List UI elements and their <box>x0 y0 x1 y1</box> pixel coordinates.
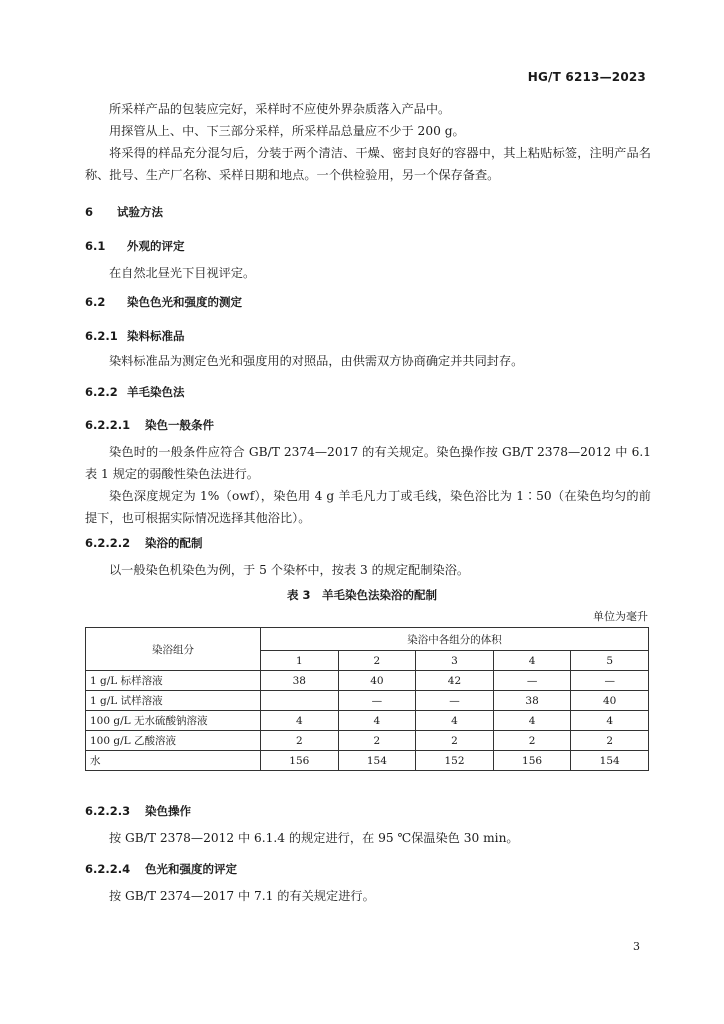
table-row <box>86 671 649 691</box>
table-cell: 40 <box>338 671 416 691</box>
section-6-1-text: 在自然北昼光下目视评定。 <box>109 266 256 280</box>
section-number: 6.2.2.2 <box>85 536 131 550</box>
bath-column-header: 1 <box>261 651 339 671</box>
table-cell: 2 <box>493 731 571 751</box>
table-cell: 40 <box>571 691 649 711</box>
section-6-2-2-2-heading <box>85 535 203 551</box>
section-title: 染色一般条件 <box>145 418 214 432</box>
component-label: 1 g/L 标样溶液 <box>86 671 261 691</box>
section-6-2-2-3-heading <box>85 803 191 819</box>
table-cell: — <box>571 671 649 691</box>
table-cell <box>261 691 339 711</box>
section-number: 6 <box>85 205 94 219</box>
bath-column-header: 3 <box>416 651 494 671</box>
section-6-2-2-4-text: 按 GB/T 2374—2017 中 7.1 的有关规定进行。 <box>109 889 375 903</box>
table-cell: 4 <box>416 711 494 731</box>
table-cell: 156 <box>493 751 571 771</box>
section-6-2-2-3-text: 按 GB/T 2378—2012 中 6.1.4 的规定进行，在 95 ℃保温染色 30 min。 <box>109 831 519 845</box>
table-cell: 4 <box>571 711 649 731</box>
table-cell: 2 <box>261 731 339 751</box>
section-title: 染色色光和强度的测定 <box>127 295 242 309</box>
table-header-row <box>86 628 649 651</box>
table-cell: 154 <box>338 751 416 771</box>
section-6-2-heading <box>85 294 242 310</box>
section-number: 6.2.2.1 <box>85 418 131 432</box>
table-cell: 152 <box>416 751 494 771</box>
section-6-2-2-1-paragraph-1: 染色时的一般条件应符合 GB/T 2374—2017 的有关规定。染色操作按 GB/T 2378—2012 中 6.1 表 1 规定的弱酸性染色法进行。 <box>85 445 651 481</box>
table-row <box>86 691 649 711</box>
table-cell: 38 <box>261 671 339 691</box>
sampling-paragraph-2: 用探管从上、中、下三部分采样，所采样品总量应不少于 200 g。 <box>109 124 465 138</box>
table-title: 表 3 羊毛染色法染浴的配制 <box>286 588 437 602</box>
table-cell: — <box>416 691 494 711</box>
section-title: 外观的评定 <box>127 239 185 253</box>
page-number: 3 <box>633 940 640 953</box>
section-number: 6.2.1 <box>85 329 118 343</box>
section-number: 6.2.2.4 <box>85 862 131 876</box>
table-cell: 4 <box>261 711 339 731</box>
component-label: 1 g/L 试样溶液 <box>86 691 261 711</box>
section-6-2-2-1-paragraph-2: 染色深度规定为 1%（owf），染色用 4 g 羊毛凡力丁或毛线，染色浴比为 1∶50（在染色均匀的前提下，也可根据实际情况选择其他浴比）。 <box>85 489 651 525</box>
section-6-2-1-text: 染料标准品为测定色光和强度用的对照品，由供需双方协商确定并共同封存。 <box>109 354 524 368</box>
section-6-2-2-2-text: 以一般染色机染色为例，于 5 个染杯中，按表 3 的规定配制染浴。 <box>109 563 470 577</box>
section-title: 染料标准品 <box>127 329 185 343</box>
section-6-2-2-heading <box>85 384 185 400</box>
table-cell: 4 <box>338 711 416 731</box>
table-cell: 2 <box>416 731 494 751</box>
bath-column-header: 2 <box>338 651 416 671</box>
section-title: 染浴的配制 <box>145 536 203 550</box>
table-cell: 2 <box>338 731 416 751</box>
table-row <box>86 731 649 751</box>
section-title: 色光和强度的评定 <box>145 862 237 876</box>
table-cell: 38 <box>493 691 571 711</box>
dye-bath-table <box>85 627 649 771</box>
section-title: 羊毛染色法 <box>127 385 185 399</box>
section-6-heading <box>85 204 163 220</box>
volume-group-header: 染浴中各组分的体积 <box>261 628 649 651</box>
section-6-2-2-4-heading <box>85 861 237 877</box>
section-number: 6.2.2.3 <box>85 804 131 818</box>
table-row <box>86 751 649 771</box>
section-title: 试验方法 <box>117 205 163 219</box>
table-cell: 2 <box>571 731 649 751</box>
section-number: 6.2 <box>85 295 106 309</box>
table-row <box>86 711 649 731</box>
standard-number: HG/T 6213—2023 <box>527 70 646 84</box>
section-6-2-2-1-heading <box>85 417 214 433</box>
section-number: 6.2.2 <box>85 385 118 399</box>
table-cell: 154 <box>571 751 649 771</box>
component-column-header: 染浴组分 <box>86 628 261 671</box>
table-cell: 4 <box>493 711 571 731</box>
component-label: 100 g/L 无水硫酸钠溶液 <box>86 711 261 731</box>
table-cell: 42 <box>416 671 494 691</box>
section-title: 染色操作 <box>145 804 191 818</box>
sampling-paragraph-3: 将采得的样品充分混匀后，分装于两个清洁、干燥、密封良好的容器中，其上粘贴标签，注明产品名称、批号、生产厂名称、采样日期和地点。一个供检验用，另一个保存备查。 <box>85 146 651 182</box>
section-6-1-heading <box>85 238 185 254</box>
table-cell: — <box>493 671 571 691</box>
component-label: 100 g/L 乙酸溶液 <box>86 731 261 751</box>
table-cell: 156 <box>261 751 339 771</box>
sampling-paragraph-1: 所采样产品的包装应完好，采样时不应使外界杂质落入产品中。 <box>109 102 451 116</box>
table-cell: — <box>338 691 416 711</box>
bath-column-header: 5 <box>571 651 649 671</box>
section-number: 6.1 <box>85 239 106 253</box>
section-6-2-1-heading <box>85 328 185 344</box>
bath-column-header: 4 <box>493 651 571 671</box>
component-label: 水 <box>86 751 261 771</box>
table-unit-note: 单位为毫升 <box>593 610 648 623</box>
